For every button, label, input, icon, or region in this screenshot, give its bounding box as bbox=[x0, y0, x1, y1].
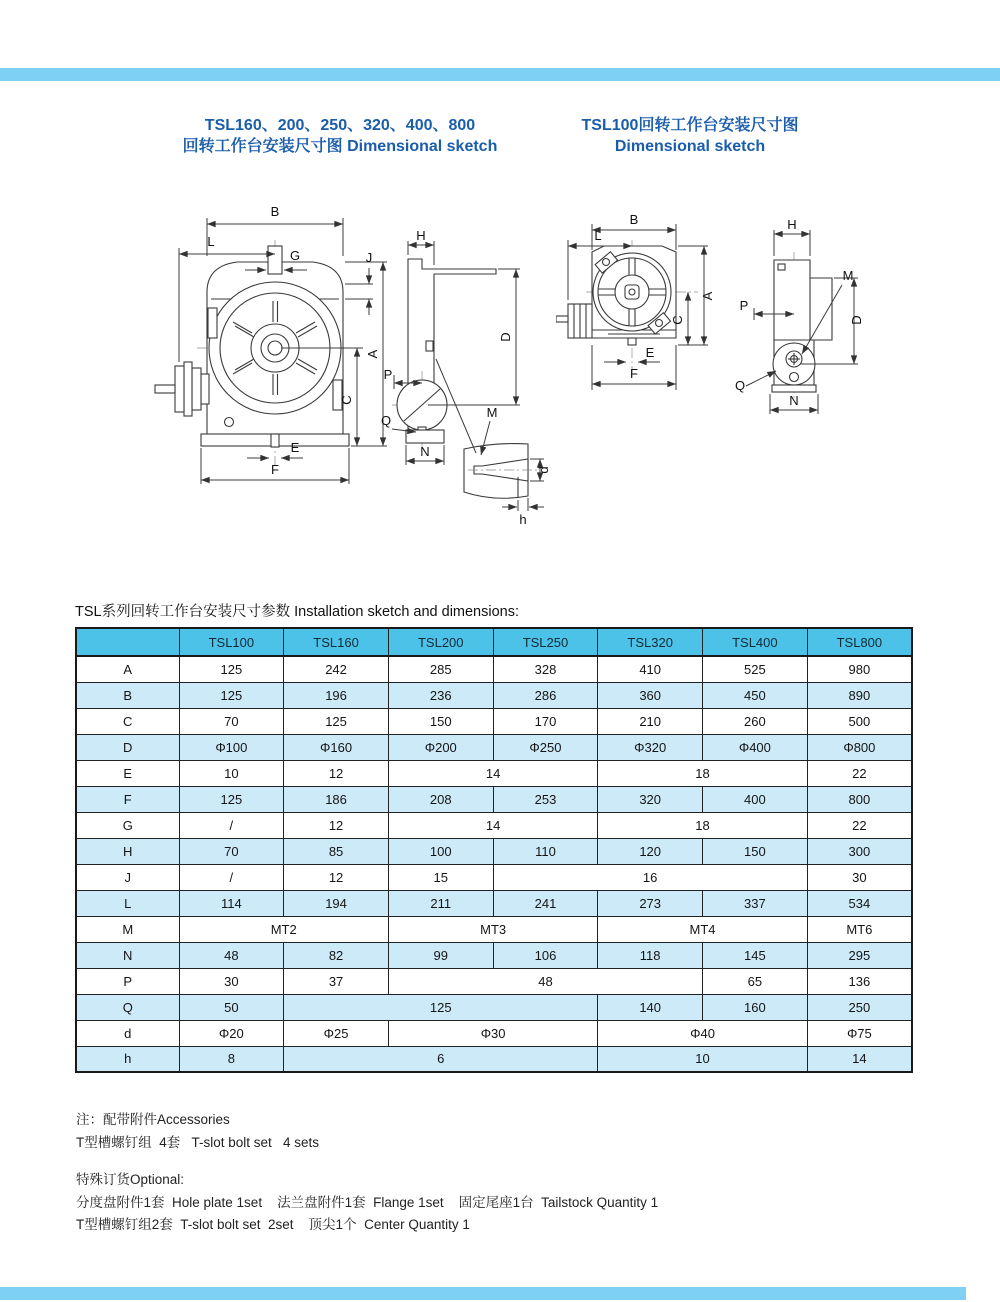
cell-Q: 250 bbox=[807, 994, 912, 1020]
cell-F: 186 bbox=[284, 786, 389, 812]
table-row-M bbox=[76, 916, 912, 942]
cell-B: 360 bbox=[598, 682, 703, 708]
cell-F: 125 bbox=[179, 786, 284, 812]
cell-B: 890 bbox=[807, 682, 912, 708]
cell-A: 410 bbox=[598, 656, 703, 682]
top-slot-tab bbox=[268, 246, 282, 274]
dim-label-d-small: d bbox=[536, 466, 551, 474]
table-row-F bbox=[76, 786, 912, 812]
dim-label-f: F bbox=[630, 366, 638, 381]
left-title-line2: 回转工作台安装尺寸图 Dimensional sketch bbox=[182, 138, 498, 155]
cell-D: Φ160 bbox=[284, 734, 389, 760]
cell-A: 285 bbox=[388, 656, 493, 682]
cell-L: 241 bbox=[493, 890, 598, 916]
row-label-E: E bbox=[76, 760, 179, 786]
cell-Q: 50 bbox=[179, 994, 284, 1020]
optional-item-2: T型槽螺钉组2套 T-slot bolt set 2set 顶尖1个 Center Quantity 1 bbox=[76, 1217, 470, 1232]
cell-h: 14 bbox=[807, 1046, 912, 1072]
cell-d: Φ20 bbox=[179, 1020, 284, 1046]
dim-label-d-dia: D bbox=[498, 332, 513, 342]
drawing-side-view-tsl160-800 bbox=[378, 230, 558, 533]
cell-d: Φ25 bbox=[284, 1020, 389, 1046]
cell-F: 208 bbox=[388, 786, 493, 812]
cell-F: 320 bbox=[598, 786, 703, 812]
cell-N: 118 bbox=[598, 942, 703, 968]
cell-C: 260 bbox=[703, 708, 808, 734]
cell-d: Φ30 bbox=[388, 1020, 597, 1046]
cell-B: 286 bbox=[493, 682, 598, 708]
cell-N: 106 bbox=[493, 942, 598, 968]
drawing-front-view-tsl100 bbox=[556, 212, 728, 415]
cell-A: 328 bbox=[493, 656, 598, 682]
column-header-tsl250: TSL250 bbox=[493, 628, 598, 656]
cell-N: 145 bbox=[703, 942, 808, 968]
row-label-M: M bbox=[76, 916, 179, 942]
cell-P: 65 bbox=[703, 968, 808, 994]
dim-label-m: M bbox=[842, 268, 854, 283]
cell-H: 100 bbox=[388, 838, 493, 864]
row-label-D: D bbox=[76, 734, 179, 760]
cell-H: 85 bbox=[284, 838, 389, 864]
dim-label-n: N bbox=[789, 393, 799, 408]
dim-label-h-small: h bbox=[519, 512, 527, 527]
cell-F: 253 bbox=[493, 786, 598, 812]
front-view-sketch bbox=[145, 196, 393, 498]
cell-M: MT3 bbox=[388, 916, 597, 942]
column-header-tsl100: TSL100 bbox=[179, 628, 284, 656]
row-label-G: G bbox=[76, 812, 179, 838]
row-label-H: H bbox=[76, 838, 179, 864]
cell-D: Φ320 bbox=[598, 734, 703, 760]
dim-label-n: N bbox=[420, 444, 430, 459]
cell-D: Φ100 bbox=[179, 734, 284, 760]
cell-B: 196 bbox=[284, 682, 389, 708]
cell-A: 125 bbox=[179, 656, 284, 682]
row-label-d: d bbox=[76, 1020, 179, 1046]
cell-G: 12 bbox=[284, 812, 389, 838]
left-title-line1: TSL160、200、250、320、400、800 bbox=[204, 117, 476, 134]
right-diagram-title bbox=[540, 115, 840, 157]
table-row-P bbox=[76, 968, 912, 994]
cell-L: 194 bbox=[284, 890, 389, 916]
dimension-lines bbox=[392, 241, 520, 465]
cell-N: 99 bbox=[388, 942, 493, 968]
cell-J: 16 bbox=[493, 864, 807, 890]
cell-E: 12 bbox=[284, 760, 389, 786]
cell-J: 12 bbox=[284, 864, 389, 890]
column-header-tsl800: TSL800 bbox=[807, 628, 912, 656]
cell-F: 400 bbox=[703, 786, 808, 812]
cell-D: Φ250 bbox=[493, 734, 598, 760]
cell-N: 48 bbox=[179, 942, 284, 968]
table-caption: TSL系列回转工作台安装尺寸参数 Installation sketch and dimensions: bbox=[75, 604, 519, 620]
cell-P: 48 bbox=[388, 968, 702, 994]
cell-G: / bbox=[179, 812, 284, 838]
row-label-F: F bbox=[76, 786, 179, 812]
cell-J: / bbox=[179, 864, 284, 890]
cell-P: 37 bbox=[284, 968, 389, 994]
cell-N: 295 bbox=[807, 942, 912, 968]
cell-C: 70 bbox=[179, 708, 284, 734]
cell-G: 14 bbox=[388, 812, 597, 838]
right-title-line1: TSL100回转工作台安装尺寸图 bbox=[581, 117, 799, 134]
table-row-J bbox=[76, 864, 912, 890]
dim-label-q: Q bbox=[380, 413, 392, 428]
left-t-bolt bbox=[208, 308, 217, 338]
cell-H: 120 bbox=[598, 838, 703, 864]
cell-G: 18 bbox=[598, 812, 807, 838]
cell-B: 236 bbox=[388, 682, 493, 708]
accessories-item: T型槽螺钉组 4套 T-slot bolt set 4 sets bbox=[76, 1135, 320, 1150]
table-row-G bbox=[76, 812, 912, 838]
cell-E: 14 bbox=[388, 760, 597, 786]
table-row-H bbox=[76, 838, 912, 864]
dim-label-f: F bbox=[271, 462, 279, 477]
cell-C: 170 bbox=[493, 708, 598, 734]
cell-L: 534 bbox=[807, 890, 912, 916]
taper-bore-detail bbox=[464, 421, 544, 511]
table-row-N bbox=[76, 942, 912, 968]
table-row-D bbox=[76, 734, 912, 760]
cell-A: 525 bbox=[703, 656, 808, 682]
dim-label-p: P bbox=[739, 298, 749, 313]
row-label-h: h bbox=[76, 1046, 179, 1072]
dim-label-m: M bbox=[486, 405, 498, 420]
column-header-tsl320: TSL320 bbox=[598, 628, 703, 656]
cell-A: 980 bbox=[807, 656, 912, 682]
dim-label-b: B bbox=[629, 212, 639, 227]
side-view-tsl100-sketch bbox=[730, 218, 890, 426]
cell-P: 136 bbox=[807, 968, 912, 994]
row-label-J: J bbox=[76, 864, 179, 890]
table-row-B bbox=[76, 682, 912, 708]
cell-D: Φ400 bbox=[703, 734, 808, 760]
table-row-Q bbox=[76, 994, 912, 1020]
bottom-accent-bar bbox=[0, 1287, 966, 1300]
dim-label-p: P bbox=[383, 367, 393, 382]
dim-label-l: L bbox=[207, 234, 215, 249]
dim-label-e: E bbox=[290, 440, 300, 455]
handle-housing bbox=[556, 304, 592, 338]
top-accent-bar bbox=[0, 68, 1000, 81]
side-profile bbox=[772, 260, 832, 392]
cell-C: 125 bbox=[284, 708, 389, 734]
row-label-N: N bbox=[76, 942, 179, 968]
table-row-h bbox=[76, 1046, 912, 1072]
dim-label-c: C bbox=[670, 315, 685, 325]
cell-Q: 160 bbox=[703, 994, 808, 1020]
cell-G: 22 bbox=[807, 812, 912, 838]
cell-d: Φ75 bbox=[807, 1020, 912, 1046]
cell-F: 800 bbox=[807, 786, 912, 812]
cell-A: 242 bbox=[284, 656, 389, 682]
side-profile bbox=[397, 259, 496, 443]
row-label-P: P bbox=[76, 968, 179, 994]
dim-label-d: D bbox=[849, 315, 864, 325]
row-label-B: B bbox=[76, 682, 179, 708]
cell-C: 210 bbox=[598, 708, 703, 734]
dim-label-a: A bbox=[365, 349, 380, 359]
cell-L: 273 bbox=[598, 890, 703, 916]
dimensions-table bbox=[75, 627, 913, 1073]
row-label-Q: Q bbox=[76, 994, 179, 1020]
cell-M: MT2 bbox=[179, 916, 388, 942]
cell-L: 114 bbox=[179, 890, 284, 916]
cell-Q: 140 bbox=[598, 994, 703, 1020]
side-view-sketch bbox=[378, 230, 558, 528]
table-row-A bbox=[76, 656, 912, 682]
cell-B: 125 bbox=[179, 682, 284, 708]
cell-h: 6 bbox=[284, 1046, 598, 1072]
cell-Q: 125 bbox=[284, 994, 598, 1020]
left-diagram-title bbox=[110, 115, 570, 157]
column-header-tsl160: TSL160 bbox=[284, 628, 389, 656]
cell-C: 150 bbox=[388, 708, 493, 734]
cell-D: Φ200 bbox=[388, 734, 493, 760]
accessories-note: 注：配带附件Accessories bbox=[76, 1112, 230, 1127]
cell-E: 22 bbox=[807, 760, 912, 786]
drawing-side-view-tsl100 bbox=[730, 218, 890, 431]
cell-J: 15 bbox=[388, 864, 493, 890]
table-row-d bbox=[76, 1020, 912, 1046]
front-view-tsl100-sketch bbox=[556, 212, 728, 410]
cell-H: 150 bbox=[703, 838, 808, 864]
row-label-A: A bbox=[76, 656, 179, 682]
table-row-C bbox=[76, 708, 912, 734]
cell-E: 10 bbox=[179, 760, 284, 786]
cell-M: MT4 bbox=[598, 916, 807, 942]
row-label-C: C bbox=[76, 708, 179, 734]
cell-D: Φ800 bbox=[807, 734, 912, 760]
dim-label-j: J bbox=[365, 250, 373, 265]
column-header-tsl200: TSL200 bbox=[388, 628, 493, 656]
cell-J: 30 bbox=[807, 864, 912, 890]
dim-label-q: Q bbox=[734, 378, 746, 393]
dim-label-e: E bbox=[645, 345, 655, 360]
dim-label-h: H bbox=[787, 218, 797, 232]
right-title-line2: Dimensional sketch bbox=[614, 138, 766, 155]
cell-H: 300 bbox=[807, 838, 912, 864]
dim-label-b: B bbox=[270, 204, 280, 219]
table-row-E bbox=[76, 760, 912, 786]
cell-E: 18 bbox=[598, 760, 807, 786]
dim-label-h-width: H bbox=[416, 230, 426, 243]
cell-M: MT6 bbox=[807, 916, 912, 942]
optional-title: 特殊订货Optional: bbox=[76, 1172, 185, 1187]
dim-label-l: L bbox=[594, 228, 602, 243]
cell-P: 30 bbox=[179, 968, 284, 994]
row-label-L: L bbox=[76, 890, 179, 916]
dim-label-c: C bbox=[339, 395, 354, 405]
cell-H: 70 bbox=[179, 838, 284, 864]
cell-L: 211 bbox=[388, 890, 493, 916]
cell-C: 500 bbox=[807, 708, 912, 734]
cell-B: 450 bbox=[703, 682, 808, 708]
cell-H: 110 bbox=[493, 838, 598, 864]
column-header-tsl400: TSL400 bbox=[703, 628, 808, 656]
cell-h: 8 bbox=[179, 1046, 284, 1072]
cell-d: Φ40 bbox=[598, 1020, 807, 1046]
cell-h: 10 bbox=[598, 1046, 807, 1072]
cell-L: 337 bbox=[703, 890, 808, 916]
dim-label-g: G bbox=[289, 248, 301, 263]
optional-item-1: 分度盘附件1套 Hole plate 1set 法兰盘附件1套 Flange 1set 固定尾座1台 Tailstock Quantity 1 bbox=[76, 1195, 659, 1210]
dim-label-a: A bbox=[700, 291, 715, 301]
table-body bbox=[76, 656, 912, 1072]
column-header-param bbox=[76, 628, 179, 656]
cell-N: 82 bbox=[284, 942, 389, 968]
table-row-L bbox=[76, 890, 912, 916]
drawing-front-view-tsl160-800 bbox=[145, 196, 393, 503]
table-header-row bbox=[76, 628, 912, 656]
